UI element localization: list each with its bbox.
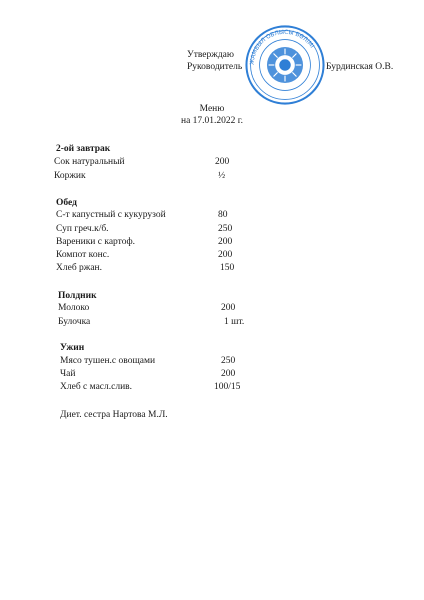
- menu-item-name: Суп греч.к/б.: [56, 224, 109, 234]
- menu-item-amount: 200: [215, 157, 230, 167]
- menu-item-name: Вареники с картоф.: [56, 237, 135, 247]
- stamp-text: ЖАМБЫЛ ОБЛЫСЫ БӨЛІМІ: [249, 29, 315, 66]
- menu-item-amount: 200: [221, 369, 236, 379]
- menu-item-name: Чай: [60, 369, 76, 379]
- dietitian-signature: Диет. сестра Нартова М.Л.: [60, 410, 168, 420]
- menu-item-name: Коржик: [54, 171, 86, 181]
- menu-item-amount: 200: [221, 303, 236, 313]
- signatory-name: Бурдинская О.В.: [326, 62, 394, 72]
- menu-item-name: С-т капустный с кукурузой: [56, 210, 166, 220]
- menu-item-name: Хлеб ржан.: [56, 263, 103, 273]
- menu-item-amount: 150: [220, 263, 235, 273]
- menu-item-name: Компот конс.: [56, 250, 110, 260]
- section-heading-dinner: Ужин: [60, 343, 85, 353]
- section-heading-second-breakfast: 2-ой завтрак: [56, 144, 111, 154]
- menu-item-amount: 100/15: [214, 382, 241, 392]
- menu-item-amount: 200: [218, 237, 233, 247]
- official-stamp: [244, 24, 326, 106]
- menu-item-name: Хлеб с масл.слив.: [60, 382, 133, 392]
- menu-item-amount: 80: [218, 210, 228, 220]
- menu-item-name: Мясо тушен.с овощами: [60, 356, 156, 366]
- menu-item-name: Булочка: [58, 317, 91, 327]
- menu-item-name: Молоко: [58, 303, 90, 313]
- menu-item-amount: 250: [221, 356, 236, 366]
- menu-item-name: Сок натуральный: [54, 157, 125, 167]
- section-heading-lunch: Обед: [56, 198, 77, 208]
- approval-role-label: Руководитель: [187, 62, 243, 72]
- menu-item-amount: 1 шт.: [224, 317, 245, 327]
- menu-item-amount: 200: [218, 250, 233, 260]
- menu-item-amount: 250: [218, 224, 233, 234]
- approval-heading: Утверждаю: [187, 50, 234, 60]
- menu-date: на 17.01.2022 г.: [180, 116, 243, 126]
- section-heading-afternoon-snack: Полдник: [58, 291, 97, 301]
- menu-item-amount: ½: [218, 171, 226, 181]
- menu-title: Меню: [199, 104, 225, 114]
